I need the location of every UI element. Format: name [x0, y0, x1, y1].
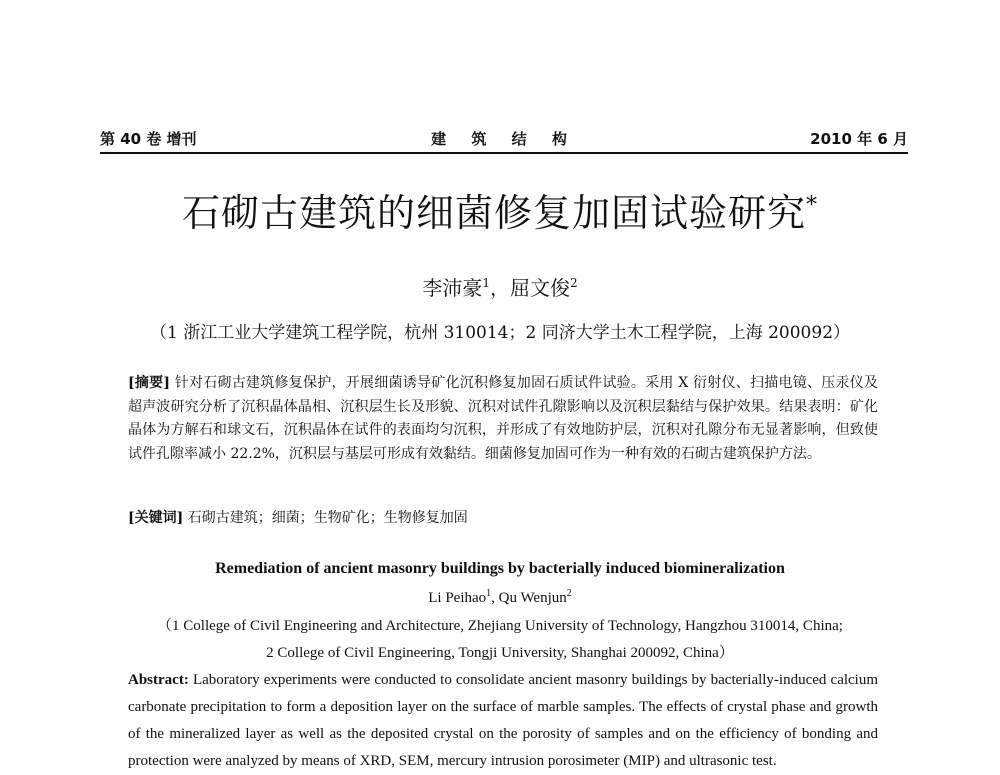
funding-footnote-mark: * — [806, 193, 818, 218]
author-2-cn: 屈文俊 — [510, 276, 570, 300]
abstract-en-text: Laboratory experiments were conducted to consolidate ancient masonry buildings by bacterially-induced calcium carbonate precipitation to form a deposition layer on the surface of marble samples. The effects of crystal phase and growth of the mineralized layer as well as the deposited crystal on the porosity of samples and on the efficiency of bonding and protection were analyzed by means of XRD, SEM, mercury intrusion porosimeter (MIP) and ultrasonic test. — [128, 672, 879, 769]
affiliation-en-line-2: 2 College of Civil Engineering, Tongji University, Shanghai 200092, China） — [266, 645, 734, 661]
paper-title-cn-text: 石砌古建筑的细菌修复加固试验研究 — [181, 191, 806, 235]
affiliation-cn: （1 浙江工业大学建筑工程学院，杭州 310014；2 同济大学土木工程学院，上海 200092） — [149, 323, 851, 343]
authors-en — [0, 588, 1000, 607]
author-separator-cn: ， — [490, 276, 510, 300]
keywords-cn-text: 石砌古建筑；细菌；生物矿化；生物修复加固 — [187, 510, 468, 526]
paper-title-cn — [0, 182, 1000, 237]
author-2-affil-en: 2 — [566, 588, 572, 599]
author-1-affil-en: 1 — [486, 588, 492, 599]
abstract-en-label: Abstract: — [128, 672, 189, 688]
abstract-en — [128, 667, 878, 775]
author-2-affil-cn: 2 — [570, 276, 578, 290]
author-1-en: Li Peihao — [428, 590, 487, 606]
keywords-cn — [128, 508, 878, 528]
author-1-cn: 李沛豪 — [422, 276, 483, 300]
paper-title-en: Remediation of ancient masonry buildings by bacterially induced biomineralization — [215, 560, 785, 577]
abstract-cn-text: 针对石砌古建筑修复保护，开展细菌诱导矿化沉积修复加固石质试件试验。采用 X 衍射仪、扫描电镜、压汞仪及超声波研究分析了沉积晶体晶相、沉积层生长及形貌、沉积对试件孔隙影响以及沉积层黏结与保护效果。结果表明：矿化晶体为方解石和球文石，沉积晶体在试件的表面均匀沉积，并形成了有效地防护层，沉积对孔隙分布无显著影响，但致使试件孔隙率减小 22.2%，沉积层与基层可形成有效黏结。细菌修复加固可作为一种有效的石砌古建筑保护方法。 — [128, 375, 879, 462]
keywords-cn-label: [关键词] — [128, 510, 184, 526]
affiliation-en-line-1: （1 College of Civil Engineering and Architecture, Zhejiang University of Technology, Hangzhou 310014, China; — [157, 618, 843, 634]
author-1-affil-cn: 1 — [482, 276, 490, 290]
issue-date: 2010 年 6 月 — [810, 130, 908, 148]
abstract-cn-label: [摘要] — [128, 375, 171, 391]
running-header — [100, 128, 908, 150]
authors-cn — [0, 272, 1000, 301]
author-2-en: Qu Wenjun — [498, 590, 567, 606]
abstract-cn — [128, 372, 878, 466]
author-separator-en: , — [491, 590, 499, 606]
volume-info: 第 40 卷 增刊 — [100, 130, 197, 148]
header-rule — [100, 152, 908, 154]
journal-name: 建 筑 结 构 — [431, 130, 577, 148]
